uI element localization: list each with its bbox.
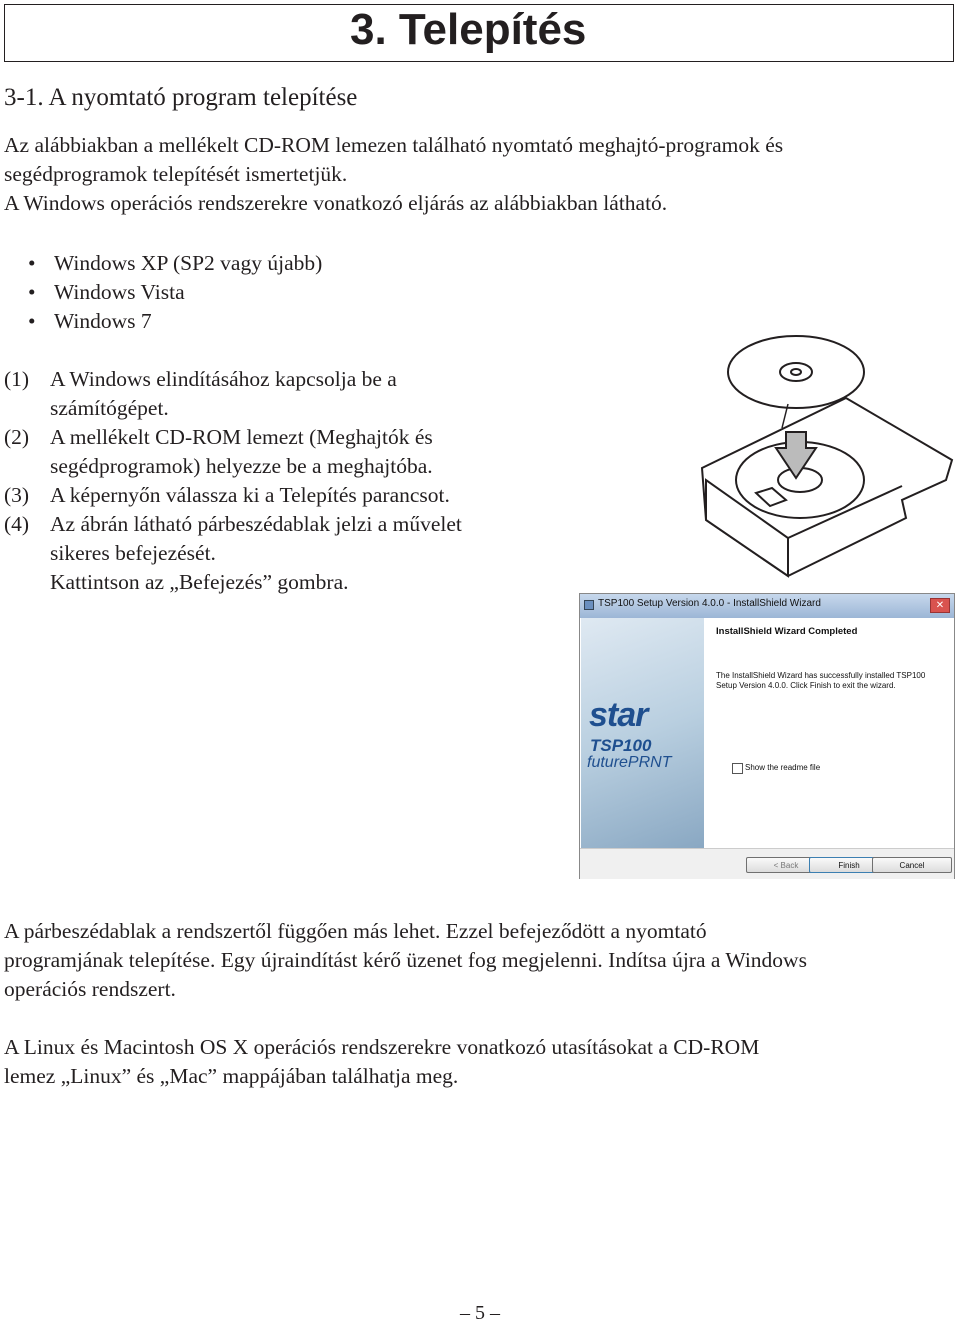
futureprnt-logo: futurePRNT xyxy=(587,754,672,771)
finish-button[interactable]: Finish xyxy=(809,857,889,873)
setup-icon xyxy=(584,600,594,610)
dialog-button-row xyxy=(580,848,954,879)
readme-checkbox[interactable] xyxy=(732,763,743,774)
step-3: (3) A képernyőn válassza ki a Telepítés parancsot. xyxy=(4,483,450,507)
page-number: – 5 – xyxy=(460,1302,500,1324)
os-list-item: • Windows XP (SP2 vagy újabb) xyxy=(28,251,323,275)
after-line-1: A párbeszédablak a rendszertől függően más lehet. Ezzel befejeződött a nyomtató xyxy=(4,919,707,943)
after-line-2: programjának telepítése. Egy újraindítást kérő üzenet fog megjelenni. Indítsa újra a Windows xyxy=(4,948,807,972)
section-title: 3-1. A nyomtató program telepítése xyxy=(4,84,358,111)
close-icon[interactable]: ✕ xyxy=(930,598,950,613)
intro-line-3: A Windows operációs rendszerekre vonatkozó eljárás az alábbiakban látható. xyxy=(4,191,668,215)
readme-checkbox-label: Show the readme file xyxy=(745,763,821,772)
star-logo: star xyxy=(589,696,648,734)
model-logo: TSP100 xyxy=(590,736,652,755)
dialog-title: TSP100 Setup Version 4.0.0 - InstallShield Wizard xyxy=(598,598,821,609)
cd-drive-illustration xyxy=(696,328,956,580)
intro-line-2: segédprogramok telepítését ismertetjük. xyxy=(4,162,348,186)
install-steps xyxy=(4,365,564,597)
after-line-3: operációs rendszert. xyxy=(4,977,176,1001)
step-2: (2) A mellékelt CD-ROM lemezt (Meghajtók és segédprogramok) helyezze be a meghajtóba. xyxy=(4,425,433,478)
intro-line-1: Az alábbiakban a mellékelt CD-ROM lemezen található nyomtató meghajtó-programok és xyxy=(4,133,784,157)
os-list xyxy=(28,249,322,336)
chapter-title: 3. Telepítés xyxy=(350,5,587,54)
brand-panel xyxy=(581,618,704,878)
back-button[interactable]: < Back xyxy=(746,857,826,873)
other-os-line-2: lemez „Linux” és „Mac” mappájában találhatja meg. xyxy=(4,1064,459,1088)
wizard-message: The InstallShield Wizard has successfully installed TSP100 Setup Version 4.0.0. Click Finish to exit the wizard. xyxy=(716,671,926,690)
wizard-heading: InstallShield Wizard Completed xyxy=(716,626,858,637)
installshield-dialog xyxy=(579,593,955,879)
step-1: (1) A Windows elindításához kapcsolja be a számítógépet. xyxy=(4,367,397,420)
os-list-item: • Windows 7 xyxy=(28,309,152,333)
os-list-item: • Windows Vista xyxy=(28,280,185,304)
cancel-button[interactable]: Cancel xyxy=(872,857,952,873)
other-os-line-1: A Linux és Macintosh OS X operációs rendszerekre vonatkozó utasításokat a CD-ROM xyxy=(4,1035,760,1059)
step-4: (4) Az ábrán látható párbeszédablak jelzi a művelet sikeres befejezését. xyxy=(4,512,462,565)
finish-instruction: Kattintson az „Befejezés” gombra. xyxy=(50,570,349,594)
dialog-titlebar xyxy=(580,594,954,618)
